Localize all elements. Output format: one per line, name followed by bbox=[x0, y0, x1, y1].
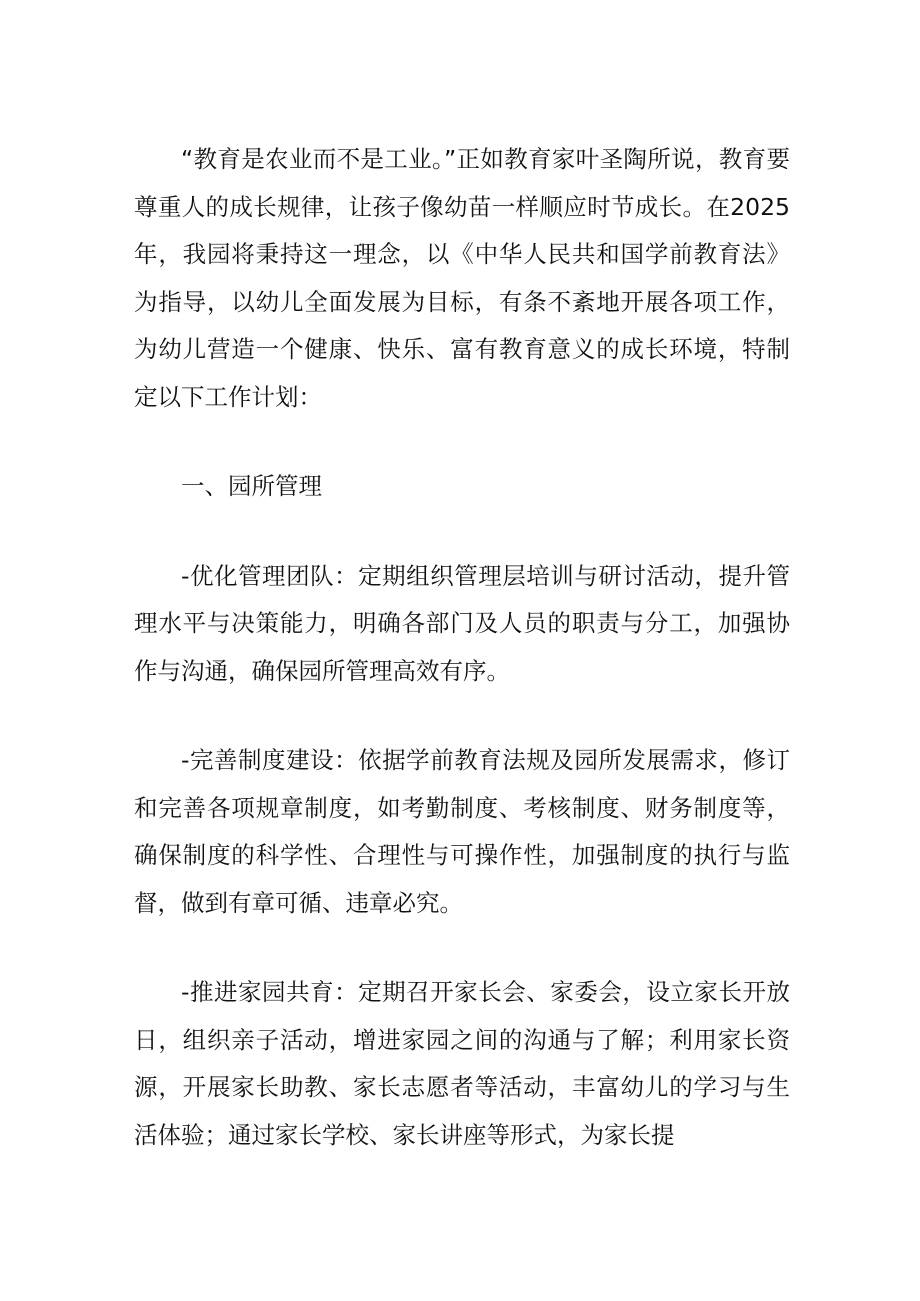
item-management-team: -优化管理团队：定期组织管理层培训与研讨活动，提升管理水平与决策能力，明确各部门及人员的职责与分工，加强协作与沟通，确保园所管理高效有序。 bbox=[134, 561, 790, 685]
paragraph-spacer bbox=[134, 511, 790, 553]
paragraph-spacer bbox=[134, 421, 790, 463]
document-body bbox=[134, 136, 790, 1159]
paragraph-spacer bbox=[134, 695, 790, 737]
paragraph-spacer bbox=[134, 927, 790, 969]
item-system-building: -完善制度建设：依据学前教育法规及园所发展需求，修订和完善各项规章制度，如考勤制度、考核制度、财务制度等，确保制度的科学性、合理性与可操作性，加强制度的执行与监督，做到有章可循、违章必究。 bbox=[134, 746, 790, 917]
item-home-school: -推进家园共育：定期召开家长会、家委会，设立家长开放日，组织亲子活动，增进家园之间的沟通与了解；利用家长资源，开展家长助教、家长志愿者等活动，丰富幼儿的学习与生活体验；通过家长学校、家长讲座等形式，为家长提 bbox=[134, 978, 790, 1149]
section-heading: 一、园所管理 bbox=[181, 472, 322, 500]
intro-paragraph: “教育是农业而不是工业。”正如教育家叶圣陶所说，教育要尊重人的成长规律，让孩子像幼苗一样顺应时节成长。在2025年，我园将秉持这一理念，以《中华人民共和国学前教育法》为指导，以幼儿全面发展为目标，有条不紊地开展各项工作，为幼儿营造一个健康、快乐、富有教育意义的成长环境，特制定以下工作计划： bbox=[134, 145, 790, 411]
